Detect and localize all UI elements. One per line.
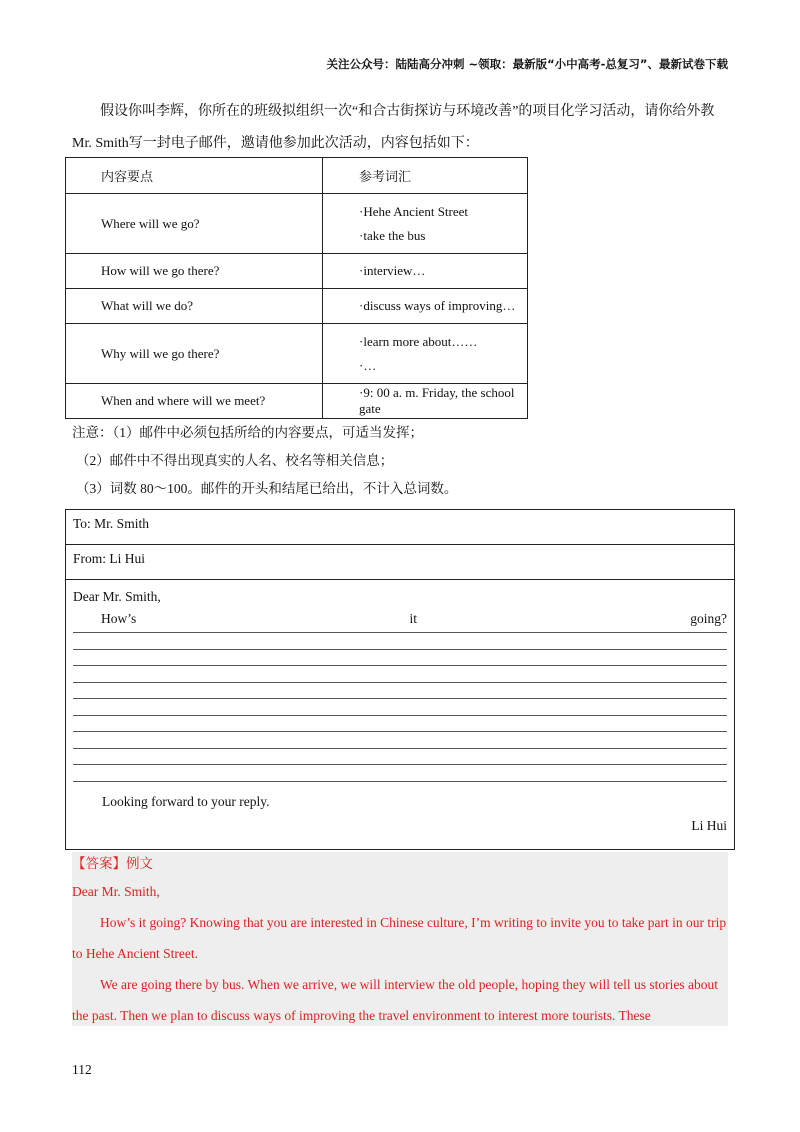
vocab-item: ·… [359, 357, 377, 373]
email-opening-line [73, 608, 727, 630]
reference-vocab [323, 289, 528, 324]
content-point: How will we go there? [66, 254, 323, 289]
answer-section [72, 852, 728, 1026]
vocab-item: ·learn more about…… [359, 333, 478, 349]
writing-line[interactable] [73, 666, 727, 683]
email-salutation: Dear Mr. Smith, [73, 589, 161, 604]
writing-line[interactable] [73, 633, 727, 650]
opening-word: going? [690, 611, 727, 626]
writing-notes [72, 419, 457, 503]
vocab-item: ·interview… [359, 263, 426, 278]
answer-label: 【答案】例文 [72, 856, 153, 871]
table-row [66, 324, 528, 384]
email-from-field: From: Li Hui [66, 545, 734, 580]
reference-vocab [323, 194, 528, 254]
table-row [66, 254, 528, 289]
content-point: Where will we go? [66, 194, 323, 254]
note-item: （2）邮件中不得出现真实的人名、校名等相关信息； [76, 453, 394, 468]
table-row [66, 194, 528, 254]
note-item: （3）词数 80～100。邮件的开头和结尾已给出，不计入总词数。 [76, 481, 458, 496]
content-points-table [65, 157, 528, 419]
table-row [66, 384, 528, 419]
vocab-item: ·Hehe Ancient Street [359, 203, 469, 219]
vocab-item: ·9: 00 a. m. Friday, the school gate [359, 385, 515, 416]
answer-paragraph: How’s it going? Knowing that you are interested in Chinese culture, I’m writing to invite you to take part in our trip to Hehe Ancient Street. [72, 915, 727, 961]
email-to-field: To: Mr. Smith [66, 510, 734, 545]
note-item: 注意：（1）邮件中必须包括所给的内容要点，可适当发挥； [72, 425, 423, 440]
column-header-vocab: 参考词汇 [323, 158, 528, 194]
writing-line[interactable] [73, 765, 727, 782]
content-point: Why will we go there? [66, 324, 323, 384]
writing-line[interactable] [73, 749, 727, 766]
answer-paragraph: We are going there by bus. When we arrive, we will interview the old people, hoping they will tell us stories about the past. Then we plan to discuss ways of improving the travel environment to interest more tourists. These [72, 977, 719, 1023]
opening-word: it [409, 611, 418, 626]
email-body [66, 580, 734, 833]
table-header-row [66, 158, 528, 194]
writing-line[interactable] [73, 683, 727, 700]
task-prompt: 假设你叫李辉，你所在的班级拟组织一次“和合古街探访与环境改善”的项目化学习活动，请你给外教Mr. Smith写一封电子邮件，邀请他参加此次活动，内容包括如下： [72, 104, 715, 151]
page-number: 112 [72, 1062, 92, 1077]
email-closing: Looking forward to your reply. [102, 794, 270, 809]
writing-line[interactable] [73, 732, 727, 749]
email-writing-box [65, 509, 735, 850]
writing-line[interactable] [73, 716, 727, 733]
content-point: What will we do? [66, 289, 323, 324]
content-point: When and where will we meet? [66, 384, 323, 419]
vocab-item: ·take the bus [359, 227, 426, 243]
reference-vocab [323, 384, 528, 419]
answer-salutation: Dear Mr. Smith, [72, 884, 160, 899]
writing-line[interactable] [73, 650, 727, 667]
page-header: 关注公众号：陆陆高分冲刺 ~领取：最新版“小中高考-总复习”、最新试卷下载 [326, 57, 728, 71]
reference-vocab [323, 254, 528, 289]
reference-vocab [323, 324, 528, 384]
opening-word: How’s [101, 611, 137, 626]
writing-line[interactable] [73, 699, 727, 716]
writing-lines[interactable] [73, 632, 727, 782]
table-row [66, 289, 528, 324]
vocab-item: ·discuss ways of improving… [359, 298, 516, 313]
column-header-points: 内容要点 [66, 158, 323, 194]
email-signature: Li Hui [691, 818, 727, 833]
